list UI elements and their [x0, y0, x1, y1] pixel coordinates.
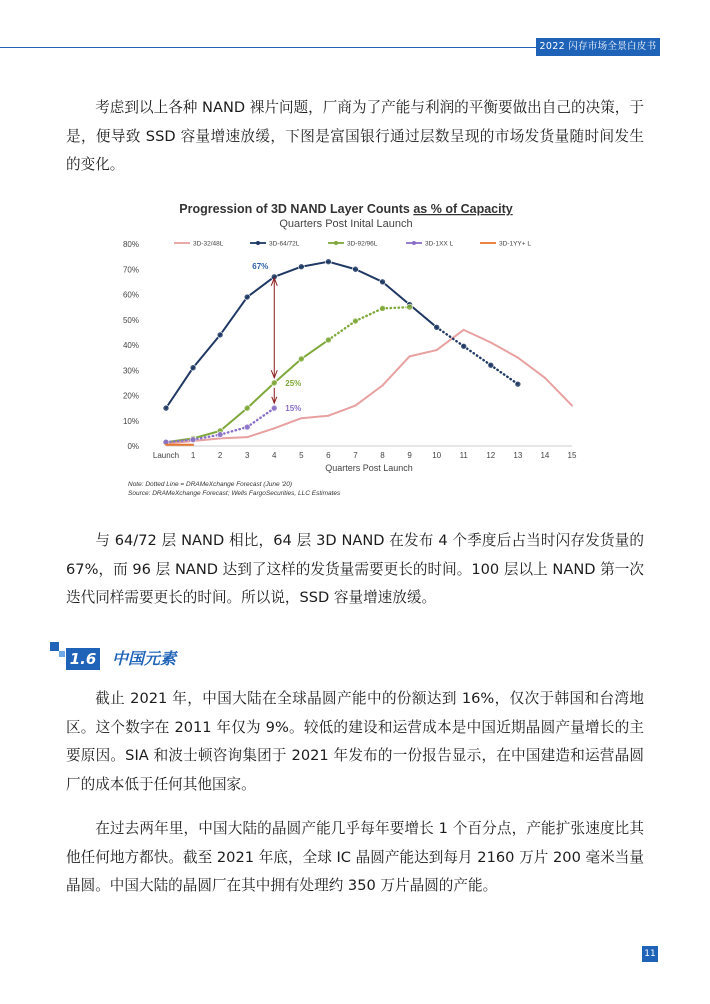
series-segment — [355, 385, 382, 405]
data-point — [434, 324, 440, 330]
x-tick-label: 10 — [432, 451, 442, 460]
x-tick-label: 12 — [486, 451, 496, 460]
legend-marker — [412, 241, 416, 245]
x-tick-label: 11 — [459, 451, 468, 460]
data-point — [244, 424, 250, 430]
series-segment — [328, 262, 355, 270]
x-tick-label: 7 — [353, 451, 358, 460]
section-number: 1.6 — [66, 648, 100, 670]
series-segment — [383, 282, 410, 305]
data-point — [190, 437, 196, 443]
series-segment — [518, 358, 545, 378]
series-segment — [491, 365, 518, 384]
series-segment — [220, 297, 247, 335]
annotation-label: 25% — [285, 378, 302, 388]
y-tick-label: 10% — [122, 416, 139, 426]
series-segment — [383, 356, 410, 385]
paragraph-analysis: 与 64/72 层 NAND 相比，64 层 3D NAND 在发布 4 个季度后占当时闪存发货量的 67%，而 96 层 NAND 达到了这样的发货量需要更长的时间。100 层以上 NAND 第一次迭代同样需要更长的时间。所以说，SSD 容量增速放缓。 — [66, 532, 644, 607]
chart-note: Note: Dotted Line = DRAMeXchange Forecast (June '20) — [128, 481, 293, 488]
series-segment — [328, 406, 355, 416]
legend-label: 3D-1YY+ L — [499, 240, 531, 248]
chart-annotations — [252, 262, 301, 413]
series-segment — [491, 342, 518, 357]
y-tick-label: 80% — [122, 240, 139, 249]
chart-title — [179, 202, 512, 216]
legend-label: 3D-1XX L — [425, 240, 454, 248]
series-segment — [355, 308, 382, 321]
series-segment — [166, 368, 193, 408]
paragraph-china-growth: 在过去两年里，中国大陆的晶圆产能几乎每年要增长 1 个百分点，产能扩张速度比其他任何地方都快。截至 2021 年底，全球 IC 晶圆产能达到每月 2160 万片 200 毫米当量晶圆。中国大陆的晶圆厂在其中拥有处理约 350 万片晶圆的产能。 — [66, 820, 644, 895]
series-segment — [383, 307, 410, 308]
section-deco-square — [50, 642, 59, 651]
y-tick-label: 0% — [127, 442, 139, 451]
x-tick-label: 2 — [217, 451, 223, 460]
series-segment — [247, 408, 274, 427]
data-point — [298, 356, 304, 362]
series-segment — [301, 416, 328, 419]
data-point — [163, 405, 169, 411]
data-point — [352, 318, 358, 324]
nand-layer-chart — [110, 196, 582, 504]
x-tick-label: 8 — [380, 451, 385, 460]
series-segment — [247, 277, 274, 297]
data-point — [271, 380, 277, 386]
data-point — [271, 405, 277, 411]
header-rule — [0, 47, 536, 48]
x-tick-label: 6 — [326, 451, 331, 460]
series-segment — [328, 321, 355, 340]
series-segment — [301, 262, 328, 267]
annotation-label: 67% — [252, 261, 269, 271]
chart-source: Source: DRAMeXchange Forecast; Wells FargoSecurities, LLC Estimates — [128, 490, 341, 497]
x-tick-label: 4 — [272, 451, 277, 460]
legend-label: 3D-64/72L — [269, 240, 300, 248]
legend-marker — [334, 241, 338, 245]
series-segment — [193, 335, 220, 368]
data-point — [407, 304, 413, 310]
legend-label: 3D-92/96L — [347, 240, 378, 248]
data-point — [244, 294, 250, 300]
series-3D-64/72L — [163, 259, 521, 414]
series-segment — [545, 378, 572, 406]
series-segment — [301, 340, 328, 359]
header-title: 2022 闪存市场全景白皮书 — [536, 38, 660, 56]
data-point — [352, 266, 358, 272]
data-point — [380, 305, 386, 311]
section-heading — [50, 642, 350, 676]
chart-subtitle: Quarters Post Inital Launch — [279, 218, 413, 230]
chart-series — [163, 259, 572, 446]
legend-label: 3D-32/48L — [193, 240, 224, 248]
x-tick-label: 9 — [407, 451, 412, 460]
y-tick-label: 40% — [122, 341, 139, 350]
y-tick-label: 50% — [122, 315, 139, 325]
y-tick-label: 70% — [122, 265, 139, 275]
data-point — [217, 332, 223, 338]
data-point — [488, 362, 494, 368]
x-tick-label: 5 — [299, 451, 304, 460]
series-segment — [247, 383, 274, 408]
data-point — [325, 259, 331, 265]
x-tick-label: 3 — [244, 451, 250, 460]
x-tick-label: 13 — [513, 451, 523, 460]
chart-title-prefix: Progression of 3D NAND Layer Counts — [179, 202, 414, 216]
series-segment — [355, 269, 382, 282]
data-point — [325, 337, 331, 343]
series-segment — [410, 350, 437, 356]
series-segment — [247, 428, 274, 437]
y-tick-label: 20% — [122, 391, 139, 401]
chart-legend — [174, 241, 531, 248]
series-segment — [274, 267, 301, 277]
series-segment — [220, 437, 247, 438]
data-point — [380, 279, 386, 285]
section-title: 中国元素 — [112, 649, 177, 668]
data-point — [244, 405, 250, 411]
chart-xlabel: Quarters Post Launch — [325, 463, 413, 473]
x-tick-label: 1 — [190, 451, 196, 460]
series-segment — [464, 346, 491, 365]
chart-title-underlined: as % of Capacity — [413, 202, 513, 216]
x-tick-label: Launch — [152, 451, 180, 460]
series-segment — [437, 327, 464, 346]
page-number: 11 — [642, 946, 658, 962]
series-segment — [274, 418, 301, 428]
data-point — [515, 381, 521, 387]
data-point — [298, 264, 304, 270]
annotation-label: 15% — [285, 404, 302, 414]
series-segment — [410, 305, 437, 328]
chart-svg — [110, 196, 582, 504]
x-tick-label: 15 — [567, 451, 577, 460]
paragraph-intro: 考虑到以上各种 NAND 裸片问题，厂商为了产能与利润的平衡要做出自己的决策，于是，便导致 SSD 容量增速放缓，下图是富国银行通过层数呈现的市场发货量随时间发生的变化。 — [66, 99, 644, 174]
series-segment — [464, 330, 491, 343]
data-point — [217, 432, 223, 438]
series-segment — [437, 330, 464, 350]
data-point — [190, 365, 196, 371]
y-tick-label: 30% — [122, 366, 139, 376]
y-tick-label: 60% — [122, 290, 139, 300]
section-deco-square-small — [59, 651, 65, 657]
data-point — [461, 343, 467, 349]
paragraph-china-share: 截止 2021 年，中国大陆在全球晶圆产能中的份额达到 16%，仅次于韩国和台湾地区。这个数字在 2011 年仅为 9%。较低的建设和运营成本是中国近期晶圆产量增长的主要原因。SIA 和波士顿咨询集团于 2021 年发布的一份报告显示，在中国建造和运营晶圆厂的成本低于任何其他国家。 — [66, 690, 644, 793]
legend-marker — [256, 241, 260, 245]
x-tick-label: 14 — [540, 451, 550, 460]
chart-axes — [123, 240, 577, 460]
